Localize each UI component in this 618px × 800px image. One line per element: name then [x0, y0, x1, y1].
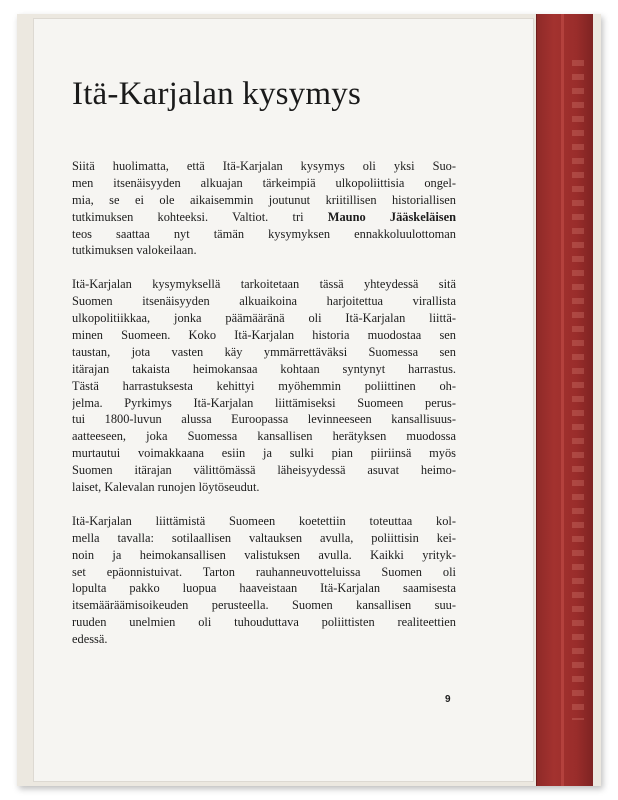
text-line: minen Suomeen. Koko Itä-Karjalan historia muodostaa sen	[72, 328, 456, 343]
spine-edge	[561, 14, 564, 786]
text-line: Tästä harrastuksesta kehittyi myöhemmin poliittinen oh-	[72, 378, 456, 393]
text-line	[72, 209, 456, 226]
text-line: noin ja heimokansallisen valistuksen avulla. Kaikki yrityk-	[72, 547, 456, 562]
text-line: Suomen itärajan välittömässä läheisyydessä asuvat heimo-	[72, 463, 456, 478]
text-line: laiset, Kalevalan runojen löytöseudut.	[72, 480, 260, 495]
text-line: lopulta pakko luopua haaveistaan Itä-Karjalan saamisesta	[72, 581, 456, 596]
text-line: mella tavalla: sotilaallisen valtauksen avulla, poliittisin kei-	[72, 530, 456, 545]
text-line: teos saattaa nyt tämän kysymyksen ennakkoluulottoman	[72, 226, 456, 241]
text-line: mia, se ei ole aikaisemmin joutunut kriitillisen historiallisen	[72, 192, 456, 207]
text-line: itsemääräämisoikeuden perusteella. Suomen kansallisen suu-	[72, 598, 456, 613]
paragraph-1	[72, 158, 456, 259]
text-line: Suomen itsenäisyyden alkuaikoina harjoitettua virallista	[72, 294, 456, 309]
text-line: Itä-Karjalan kysymyksellä tarkoitetaan tässä yhteydessä sitä	[72, 277, 456, 292]
paragraph-2	[72, 276, 456, 496]
text-line: tui 1800-luvun alussa Euroopassa levinneeseen kansallisuus-	[72, 412, 456, 427]
text-line: tutkimuksen valokeilaan.	[72, 243, 197, 258]
text-fragment: tutkimuksen kohteeksi. Valtiot. tri	[72, 209, 328, 224]
text-line: jelma. Pyrkimys Itä-Karjalan liittämiseksi Suomeen perus-	[72, 395, 456, 410]
text-line: ulkopolitiikkaa, jonka päämääränä oli Itä-Karjalan liittä-	[72, 311, 456, 326]
book-spine	[536, 14, 593, 786]
page-number: 9	[445, 694, 451, 705]
text-line: ruuden unelmien oli tuhouduttava poliittisten realiteettien	[72, 615, 456, 630]
text-line: Itä-Karjalan liittämistä Suomeen koetettiin toteuttaa kol-	[72, 513, 456, 528]
page-title: Itä-Karjalan kysymys	[72, 76, 361, 112]
paragraph-3	[72, 513, 456, 648]
text-line: itärajan takaista heimokansaa kohtaan syntynyt harrastus.	[72, 361, 456, 376]
text-line: men itsenäisyyden alkuajan tärkeimpiä ulkopoliittisia ongel-	[72, 175, 456, 190]
text-line: edessä.	[72, 632, 108, 647]
text-line: murtautui voimakkaana esiin ja sulki pian piiriinsä myös	[72, 446, 456, 461]
text-line: Siitä huolimatta, että Itä-Karjalan kysymys oli yksi Suo-	[72, 159, 456, 173]
text-line: taustan, jota vasten käy ymmärrettäväksi Suomessa sen	[72, 344, 456, 359]
author-name: Mauno Jääskeläisen	[327, 209, 456, 224]
text-line: aatteeseen, joka Suomessa kansallisen herätyksen muodossa	[72, 429, 456, 444]
body-text	[72, 158, 456, 665]
text-line: set epäonnistuivat. Tarton rauhanneuvotteluissa Suomen oli	[72, 564, 456, 579]
spine-lettering	[572, 60, 584, 720]
